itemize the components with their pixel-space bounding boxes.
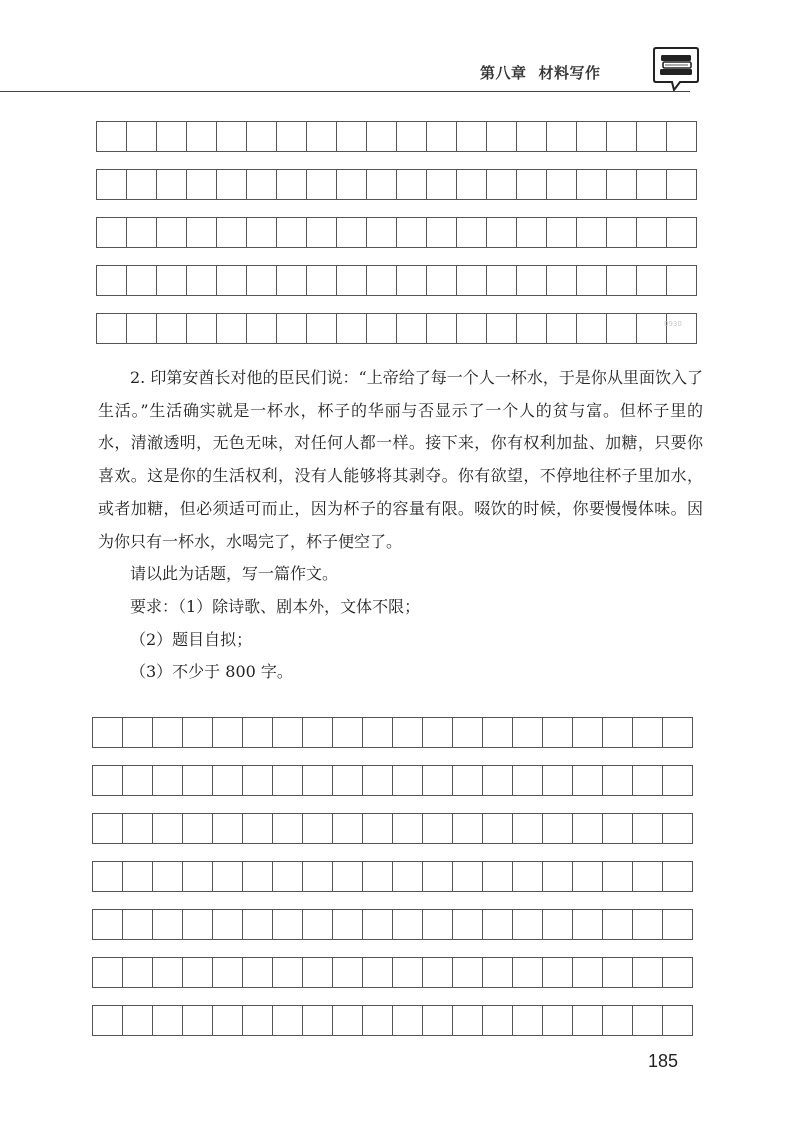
grid-cell — [273, 958, 303, 988]
grid-cell — [633, 1006, 663, 1036]
grid-cell — [363, 910, 393, 940]
grid-cell — [93, 814, 123, 844]
grid-cell — [487, 170, 517, 200]
grid-cell — [513, 766, 543, 796]
grid-cell — [427, 122, 457, 152]
grid-cell — [363, 814, 393, 844]
grid-cell — [483, 910, 513, 940]
grid-cell — [603, 718, 633, 748]
grid-cell — [487, 122, 517, 152]
grid-cell — [307, 266, 337, 296]
grid-cell — [273, 862, 303, 892]
grid-cell — [243, 1006, 273, 1036]
grid-cell — [183, 958, 213, 988]
grid-cell — [573, 814, 603, 844]
grid-cell — [277, 218, 307, 248]
grid-cell — [363, 1006, 393, 1036]
grid-row — [96, 313, 697, 344]
grid-cell — [453, 958, 483, 988]
grid-cell — [487, 266, 517, 296]
grid-cell — [277, 314, 307, 344]
grid-cell — [457, 218, 487, 248]
grid-cell — [637, 266, 667, 296]
grid-cell — [153, 958, 183, 988]
prompt-instruction: 请以此为话题，写一篇作文。 — [130, 564, 339, 584]
grid-cell — [243, 958, 273, 988]
grid-cell — [247, 170, 277, 200]
grid-cell — [93, 718, 123, 748]
grid-cell — [187, 122, 217, 152]
requirement-3: （3）不少于 800 字。 — [130, 662, 293, 682]
grid-cell — [333, 862, 363, 892]
grid-cell — [213, 814, 243, 844]
grid-cell — [277, 170, 307, 200]
grid-cell — [517, 170, 547, 200]
grid-cell — [453, 1006, 483, 1036]
grid-cell — [637, 218, 667, 248]
grid-cell — [543, 958, 573, 988]
grid-cell — [333, 718, 363, 748]
grid-row — [96, 217, 697, 248]
grid-cell — [633, 958, 663, 988]
grid-cell — [667, 170, 697, 200]
grid-cell — [423, 718, 453, 748]
grid-cell — [363, 958, 393, 988]
grid-cell — [97, 218, 127, 248]
grid-row — [96, 265, 697, 296]
grid-cell — [337, 170, 367, 200]
grid-cell — [637, 314, 667, 344]
grid-cell — [573, 910, 603, 940]
grid-cell — [187, 218, 217, 248]
chapter-label: 第八章 — [480, 64, 527, 82]
grid-cell — [603, 814, 633, 844]
grid-cell — [153, 814, 183, 844]
grid-cell — [483, 718, 513, 748]
grid-row — [92, 1005, 693, 1036]
grid-cell — [543, 814, 573, 844]
grid-cell — [243, 910, 273, 940]
grid-cell — [93, 766, 123, 796]
grid-cell — [663, 862, 693, 892]
grid-cell — [157, 122, 187, 152]
grid-cell — [607, 314, 637, 344]
grid-cell — [247, 266, 277, 296]
grid-cell — [427, 170, 457, 200]
grid-cell — [243, 766, 273, 796]
grid-row — [92, 957, 693, 988]
grid-cell — [217, 170, 247, 200]
grid-cell — [393, 862, 423, 892]
grid-cell — [93, 958, 123, 988]
grid-cell — [247, 218, 277, 248]
grid-cell — [337, 266, 367, 296]
grid-cell — [153, 1006, 183, 1036]
grid-cell — [633, 814, 663, 844]
grid-cell — [543, 862, 573, 892]
grid-cell — [157, 266, 187, 296]
chapter-title — [480, 62, 601, 83]
grid-cell — [333, 766, 363, 796]
grid-cell — [483, 958, 513, 988]
grid-cell — [363, 718, 393, 748]
grid-cell — [213, 766, 243, 796]
grid-cell — [243, 814, 273, 844]
grid-cell — [307, 122, 337, 152]
grid-cell — [157, 314, 187, 344]
grid-cell — [303, 910, 333, 940]
grid-row — [92, 717, 693, 748]
grid-cell — [543, 1006, 573, 1036]
grid-cell — [663, 958, 693, 988]
grid-cell — [543, 910, 573, 940]
grid-cell — [333, 958, 363, 988]
grid-cell — [127, 266, 157, 296]
grid-cell — [603, 1006, 633, 1036]
grid-cell — [273, 718, 303, 748]
grid-cell — [393, 718, 423, 748]
grid-cell — [427, 218, 457, 248]
grid-cell — [187, 314, 217, 344]
grid-cell — [637, 170, 667, 200]
grid-cell — [667, 314, 697, 344]
grid-cell — [423, 862, 453, 892]
grid-cell — [603, 862, 633, 892]
grid-cell — [457, 170, 487, 200]
grid-cell — [577, 122, 607, 152]
grid-cell — [127, 218, 157, 248]
grid-cell — [303, 718, 333, 748]
grid-row — [96, 169, 697, 200]
grid-cell — [397, 122, 427, 152]
grid-cell — [517, 218, 547, 248]
grid-cell — [277, 122, 307, 152]
grid-cell — [517, 122, 547, 152]
grid-cell — [607, 122, 637, 152]
grid-cell — [123, 718, 153, 748]
grid-cell — [127, 314, 157, 344]
grid-cell — [483, 766, 513, 796]
grid-cell — [457, 266, 487, 296]
grid-cell — [213, 910, 243, 940]
grid-cell — [307, 170, 337, 200]
grid-cell — [453, 718, 483, 748]
grid-cell — [123, 814, 153, 844]
grid-cell — [363, 862, 393, 892]
grid-cell — [517, 266, 547, 296]
grid-cell — [367, 218, 397, 248]
grid-cell — [603, 766, 633, 796]
grid-cell — [547, 218, 577, 248]
grid-cell — [423, 910, 453, 940]
grid-cell — [517, 314, 547, 344]
grid-cell — [577, 170, 607, 200]
grid-cell — [367, 314, 397, 344]
grid-cell — [513, 958, 543, 988]
grid-cell — [183, 814, 213, 844]
grid-cell — [127, 122, 157, 152]
grid-cell — [213, 1006, 243, 1036]
grid-cell — [487, 218, 517, 248]
grid-cell — [607, 218, 637, 248]
grid-cell — [303, 1006, 333, 1036]
grid-cell — [513, 1006, 543, 1036]
grid-cell — [273, 1006, 303, 1036]
grid-cell — [547, 266, 577, 296]
grid-cell — [547, 170, 577, 200]
grid-cell — [423, 958, 453, 988]
grid-cell — [547, 122, 577, 152]
grid-cell — [153, 718, 183, 748]
grid-cell — [127, 170, 157, 200]
grid-cell — [217, 266, 247, 296]
grid-cell — [607, 170, 637, 200]
grid-cell — [487, 314, 517, 344]
grid-cell — [277, 266, 307, 296]
grid-cell — [573, 718, 603, 748]
grid-cell — [183, 862, 213, 892]
grid-cell — [153, 910, 183, 940]
grid-cell — [153, 766, 183, 796]
grid-cell — [667, 122, 697, 152]
grid-cell — [427, 266, 457, 296]
grid-cell — [573, 862, 603, 892]
grid-cell — [247, 122, 277, 152]
grid-cell — [663, 814, 693, 844]
grid-cell — [513, 814, 543, 844]
grid-cell — [217, 314, 247, 344]
grid-cell — [183, 766, 213, 796]
grid-cell — [93, 910, 123, 940]
header-divider — [0, 91, 690, 92]
grid-row — [92, 861, 693, 892]
grid-cell — [337, 218, 367, 248]
grid-cell — [303, 958, 333, 988]
writing-grid-top — [96, 121, 697, 344]
grid-cell — [97, 266, 127, 296]
grid-cell — [453, 862, 483, 892]
grid-row — [92, 765, 693, 796]
grid-cell — [397, 266, 427, 296]
grid-cell — [543, 766, 573, 796]
grid-cell — [603, 958, 633, 988]
grid-cell — [183, 1006, 213, 1036]
grid-cell — [577, 314, 607, 344]
grid-cell — [393, 1006, 423, 1036]
grid-cell — [663, 766, 693, 796]
watermark-text: 0930 — [664, 320, 682, 328]
grid-cell — [513, 718, 543, 748]
requirement-1: 要求：（1）除诗歌、剧本外，文体不限； — [130, 596, 421, 616]
grid-cell — [303, 862, 333, 892]
grid-cell — [633, 910, 663, 940]
writing-grid-bottom — [92, 717, 693, 1036]
grid-cell — [393, 766, 423, 796]
grid-cell — [573, 766, 603, 796]
grid-cell — [157, 170, 187, 200]
grid-cell — [667, 266, 697, 296]
grid-cell — [247, 314, 277, 344]
grid-cell — [187, 170, 217, 200]
grid-cell — [153, 862, 183, 892]
grid-cell — [483, 1006, 513, 1036]
page-number: 185 — [648, 1051, 679, 1071]
grid-cell — [667, 218, 697, 248]
grid-cell — [547, 314, 577, 344]
grid-cell — [483, 814, 513, 844]
grid-cell — [333, 910, 363, 940]
book-stack-icon — [652, 44, 700, 94]
grid-row — [96, 121, 697, 152]
grid-cell — [307, 314, 337, 344]
grid-cell — [577, 266, 607, 296]
grid-cell — [183, 718, 213, 748]
grid-cell — [367, 122, 397, 152]
grid-cell — [307, 218, 337, 248]
grid-cell — [457, 122, 487, 152]
grid-cell — [123, 862, 153, 892]
grid-cell — [337, 314, 367, 344]
grid-cell — [337, 122, 367, 152]
grid-cell — [243, 862, 273, 892]
prompt-paragraph: 2. 印第安酋长对他的臣民们说：“上帝给了每一个人一杯水，于是你从里面饮入了生活。”生活确实就是一杯水，杯子的华丽与否显示了一个人的贫与富。但杯子里的水，清澈透明，无色无味，对任何人都一样。接下来，你有权利加盐、加糖，只要你喜欢。这是你的生活权利，没有人能够将其剥夺。你有欲望，不停地往杯子里加水，或者加糖，但必须适可而止，因为杯子的容量有限。啜饮的时候，你要慢慢体味。因为你只有一杯水，水喝完了，杯子便空了。 — [98, 368, 703, 551]
grid-cell — [183, 910, 213, 940]
grid-cell — [453, 766, 483, 796]
grid-cell — [157, 218, 187, 248]
grid-cell — [663, 910, 693, 940]
grid-cell — [187, 266, 217, 296]
grid-cell — [543, 718, 573, 748]
grid-cell — [423, 766, 453, 796]
grid-cell — [663, 1006, 693, 1036]
essay-prompt — [98, 362, 703, 689]
grid-cell — [453, 814, 483, 844]
grid-cell — [633, 862, 663, 892]
grid-cell — [483, 862, 513, 892]
grid-row — [92, 813, 693, 844]
grid-cell — [397, 314, 427, 344]
grid-cell — [367, 170, 397, 200]
grid-cell — [577, 218, 607, 248]
grid-cell — [393, 910, 423, 940]
grid-cell — [607, 266, 637, 296]
grid-cell — [637, 122, 667, 152]
grid-cell — [123, 1006, 153, 1036]
grid-cell — [213, 862, 243, 892]
grid-cell — [333, 1006, 363, 1036]
grid-cell — [243, 718, 273, 748]
grid-cell — [633, 766, 663, 796]
grid-cell — [513, 910, 543, 940]
grid-cell — [573, 1006, 603, 1036]
grid-cell — [273, 766, 303, 796]
grid-cell — [397, 218, 427, 248]
requirement-2: （2）题目自拟； — [130, 629, 253, 649]
grid-cell — [97, 314, 127, 344]
grid-cell — [123, 766, 153, 796]
grid-cell — [123, 910, 153, 940]
chapter-name: 材料写作 — [538, 64, 601, 82]
grid-cell — [397, 170, 427, 200]
grid-cell — [423, 1006, 453, 1036]
grid-cell — [217, 218, 247, 248]
grid-cell — [393, 814, 423, 844]
grid-cell — [97, 122, 127, 152]
grid-cell — [303, 766, 333, 796]
grid-cell — [273, 814, 303, 844]
grid-cell — [303, 814, 333, 844]
grid-cell — [573, 958, 603, 988]
grid-cell — [93, 862, 123, 892]
grid-cell — [217, 122, 247, 152]
grid-cell — [393, 958, 423, 988]
grid-cell — [367, 266, 397, 296]
grid-cell — [453, 910, 483, 940]
grid-cell — [97, 170, 127, 200]
grid-cell — [333, 814, 363, 844]
grid-cell — [213, 958, 243, 988]
grid-cell — [633, 718, 663, 748]
grid-cell — [93, 1006, 123, 1036]
grid-cell — [363, 766, 393, 796]
grid-cell — [123, 958, 153, 988]
grid-cell — [423, 814, 453, 844]
grid-cell — [457, 314, 487, 344]
grid-cell — [663, 718, 693, 748]
grid-cell — [603, 910, 633, 940]
grid-cell — [213, 718, 243, 748]
grid-cell — [427, 314, 457, 344]
grid-row — [92, 909, 693, 940]
grid-cell — [513, 862, 543, 892]
grid-cell — [273, 910, 303, 940]
